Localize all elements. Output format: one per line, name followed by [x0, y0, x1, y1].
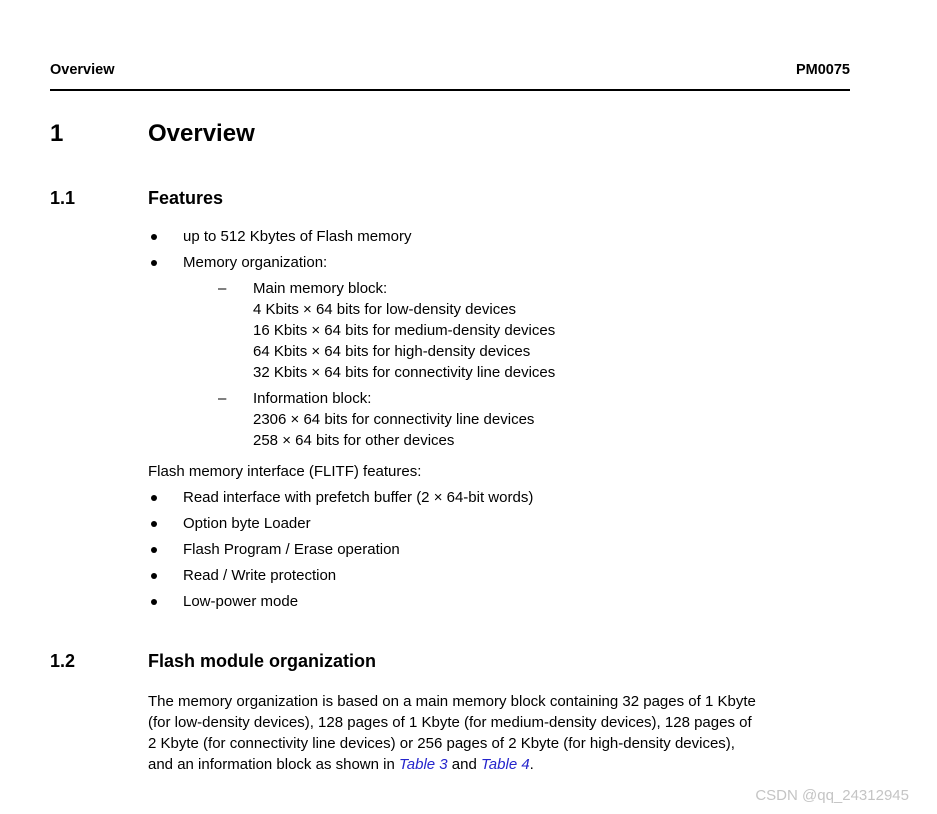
- sub-item-line: 2306 × 64 bits for connectivity line devices: [253, 411, 535, 428]
- section-1-2-title: Flash module organization: [148, 651, 377, 671]
- sub-list-item: [218, 278, 850, 383]
- section-1-1-number: 1.1: [50, 188, 76, 208]
- paragraph-line: 2 Kbyte (for connectivity line devices) or 256 pages of 2 Kbyte (for high-density devices),: [148, 735, 735, 752]
- flash-module-paragraph: [148, 691, 850, 775]
- sub-item-label: Main memory block:: [253, 280, 388, 297]
- bullet-marker-cell: [148, 591, 183, 612]
- section-1-title: Overview: [148, 120, 255, 147]
- section-1-heading: [50, 119, 850, 149]
- sub-item-line: 64 Kbits × 64 bits for high-density devices: [253, 343, 531, 360]
- paragraph-line: The memory organization is based on a main memory block containing 32 pages of 1 Kbyte: [148, 693, 756, 710]
- bullet-icon: [151, 234, 157, 240]
- sub-item-line: 32 Kbits × 64 bits for connectivity line devices: [253, 364, 556, 381]
- sub-item-row: [218, 278, 850, 299]
- list-item-text: Option byte Loader: [183, 515, 311, 532]
- paragraph-text: and: [447, 756, 482, 773]
- list-item-text: Flash Program / Erase operation: [183, 541, 400, 558]
- watermark: CSDN @qq_24312945: [755, 787, 909, 804]
- bullet-icon: [151, 547, 157, 553]
- dash-icon: –: [218, 390, 227, 407]
- page-header: [0, 0, 937, 81]
- list-item-text: Read interface with prefetch buffer (2 × 64-bit words): [183, 489, 534, 506]
- sub-list-item: [218, 388, 850, 451]
- list-item: [148, 513, 850, 534]
- list-item: [148, 252, 850, 273]
- table-4-link[interactable]: Table 4: [481, 756, 530, 773]
- bullet-icon: [151, 495, 157, 501]
- sub-item-label: Information block:: [253, 390, 372, 407]
- bullet-icon: [151, 573, 157, 579]
- bullet-marker-cell: [148, 565, 183, 586]
- bullet-icon: [151, 521, 157, 527]
- list-item-text: up to 512 Kbytes of Flash memory: [183, 228, 412, 245]
- list-item-text: Memory organization:: [183, 254, 328, 271]
- sub-item-lines: [253, 409, 850, 451]
- paragraph-line: [148, 754, 850, 775]
- section-1-number: 1: [50, 120, 64, 147]
- features-list: [148, 226, 850, 451]
- list-item-text: Read / Write protection: [183, 567, 337, 584]
- bullet-marker-cell: [148, 487, 183, 508]
- sub-item-line: 16 Kbits × 64 bits for medium-density devices: [253, 322, 556, 339]
- bullet-icon: [151, 260, 157, 266]
- bullet-marker-cell: [148, 539, 183, 560]
- list-item-text: Low-power mode: [183, 593, 299, 610]
- header-divider: [50, 89, 850, 91]
- section-1-2-number: 1.2: [50, 651, 76, 671]
- bullet-marker-cell: [148, 513, 183, 534]
- dash-icon: –: [218, 280, 227, 297]
- sub-item-row: [218, 388, 850, 409]
- flitf-list: [148, 487, 850, 612]
- list-item: [148, 226, 850, 247]
- section-1-2-heading: [50, 649, 850, 673]
- list-item: [148, 565, 850, 586]
- bullet-marker-cell: [148, 252, 183, 273]
- paragraph-text: and an information block as shown in: [148, 756, 399, 773]
- header-section-label: Overview: [50, 62, 115, 78]
- list-item: [148, 591, 850, 612]
- paragraph-text: .: [529, 756, 534, 773]
- bullet-marker-cell: [148, 226, 183, 247]
- header-doc-id: PM0075: [795, 62, 850, 78]
- sub-item-lines: [253, 299, 850, 383]
- sub-item-line: 258 × 64 bits for other devices: [253, 432, 455, 449]
- section-1-1-title: Features: [148, 188, 224, 208]
- section-1-1-heading: [50, 186, 850, 210]
- list-item: [148, 539, 850, 560]
- sub-item-line: 4 Kbits × 64 bits for low-density devices: [253, 301, 517, 318]
- flitf-intro: Flash memory interface (FLITF) features:: [148, 463, 422, 480]
- table-3-link[interactable]: Table 3: [398, 756, 448, 773]
- list-item: [148, 487, 850, 508]
- bullet-icon: [151, 599, 157, 605]
- paragraph-line: (for low-density devices), 128 pages of 1 Kbyte (for medium-density devices), 128 pages of: [148, 714, 752, 731]
